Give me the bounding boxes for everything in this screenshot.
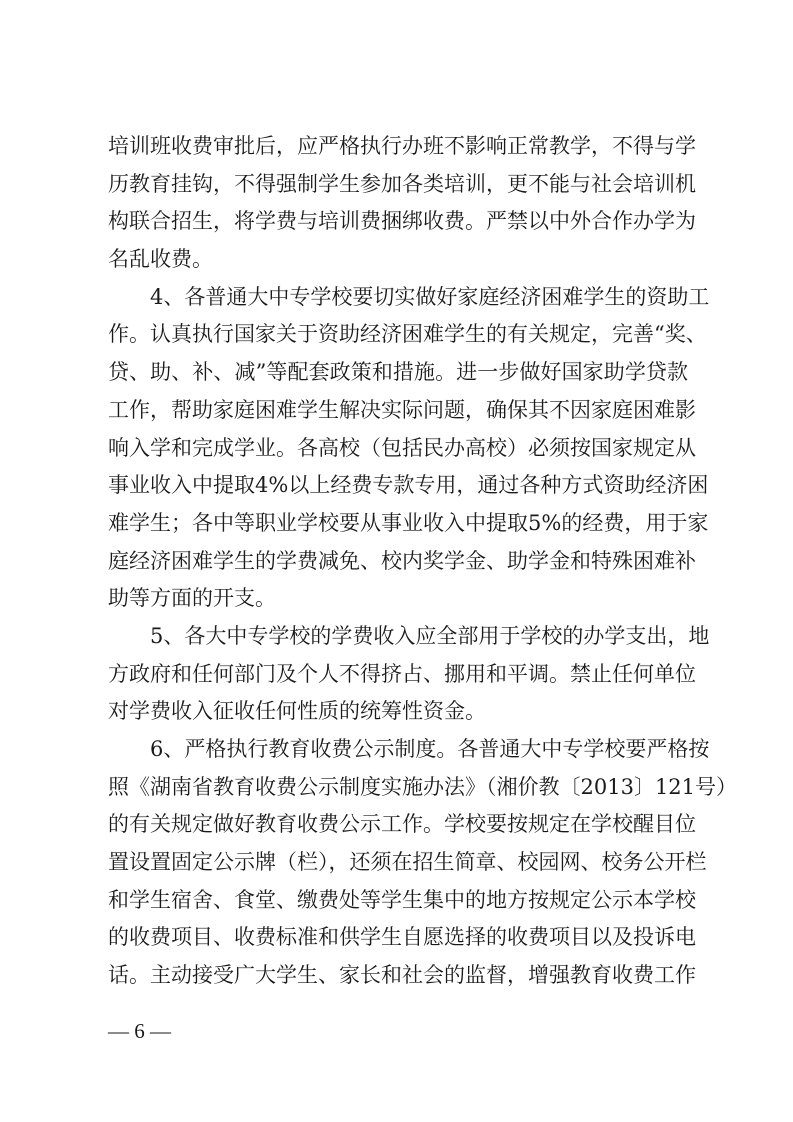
- text-line: 构联合招生，将学费与培训费捆绑收费。严禁以中外合作办学为: [108, 209, 696, 234]
- text-line: 培训班收费审批后，应严格执行办班不影响正常教学，不得与学: [108, 134, 696, 158]
- page-number: — 6 —: [108, 1019, 171, 1043]
- text-line: 4、各普通大中专学校要切实做好家庭经济困难学生的资助工: [150, 284, 710, 309]
- text-line: 方政府和任何部门及个人不得挤占、挪用和平调。禁止任何单位: [108, 661, 696, 686]
- paragraph-1: [108, 128, 696, 279]
- text-line: 名乱收费。: [108, 247, 213, 272]
- text-line: 难学生；各中等职业学校要从事业收入中提取5%的经费，用于家: [108, 510, 709, 535]
- text-line: 助等方面的开支。: [108, 586, 276, 611]
- text-line: 5、各大中专学校的学费收入应全部用于学校的办学支出，地: [150, 623, 710, 648]
- text-line: 响入学和完成学业。各高校（包括民办高校）必须按国家规定从: [108, 435, 696, 460]
- text-line: 话。主动接受广大学生、家长和社会的监督，增强教育收费工作: [108, 963, 696, 988]
- text-line: 照《湖南省教育收费公示制度实施办法》（湘价教〔2013〕121号）: [108, 774, 738, 799]
- text-line: 事业收入中提取4%以上经费专款专用，通过各种方式资助经济困: [108, 473, 709, 498]
- text-line: 贷、助、补、减”等配套政策和措施。进一步做好国家助学贷款: [108, 360, 688, 385]
- text-line: 工作，帮助家庭困难学生解决实际问题，确保其不因家庭困难影: [108, 397, 696, 422]
- paragraph-6: [108, 731, 738, 995]
- text-line: 对学费收入征收任何性质的统筹性资金。: [108, 699, 486, 724]
- text-line: 6、严格执行教育收费公示制度。各普通大中专学校要严格按: [150, 737, 710, 761]
- text-line: 的收费项目、收费标准和供学生自愿选择的收费项目以及投诉电: [108, 925, 696, 950]
- paragraph-5: [108, 618, 710, 731]
- text-line: 作。认真执行国家关于资助经济困难学生的有关规定，完善“奖、: [108, 322, 707, 347]
- paragraph-4: [108, 279, 710, 618]
- text-line: 庭经济困难学生的学费减免、校内奖学金、助学金和特殊困难补: [108, 548, 696, 573]
- text-line: 的有关规定做好教育收费公示工作。学校要按规定在学校醒目位: [108, 812, 696, 837]
- document-body: [108, 128, 738, 995]
- text-line: 和学生宿舍、食堂、缴费处等学生集中的地方按规定公示本学校: [108, 887, 696, 912]
- text-line: 历教育挂钩，不得强制学生参加各类培训，更不能与社会培训机: [108, 171, 696, 196]
- text-line: 置设置固定公示牌（栏），还须在招生简章、校园网、校务公开栏: [108, 850, 707, 875]
